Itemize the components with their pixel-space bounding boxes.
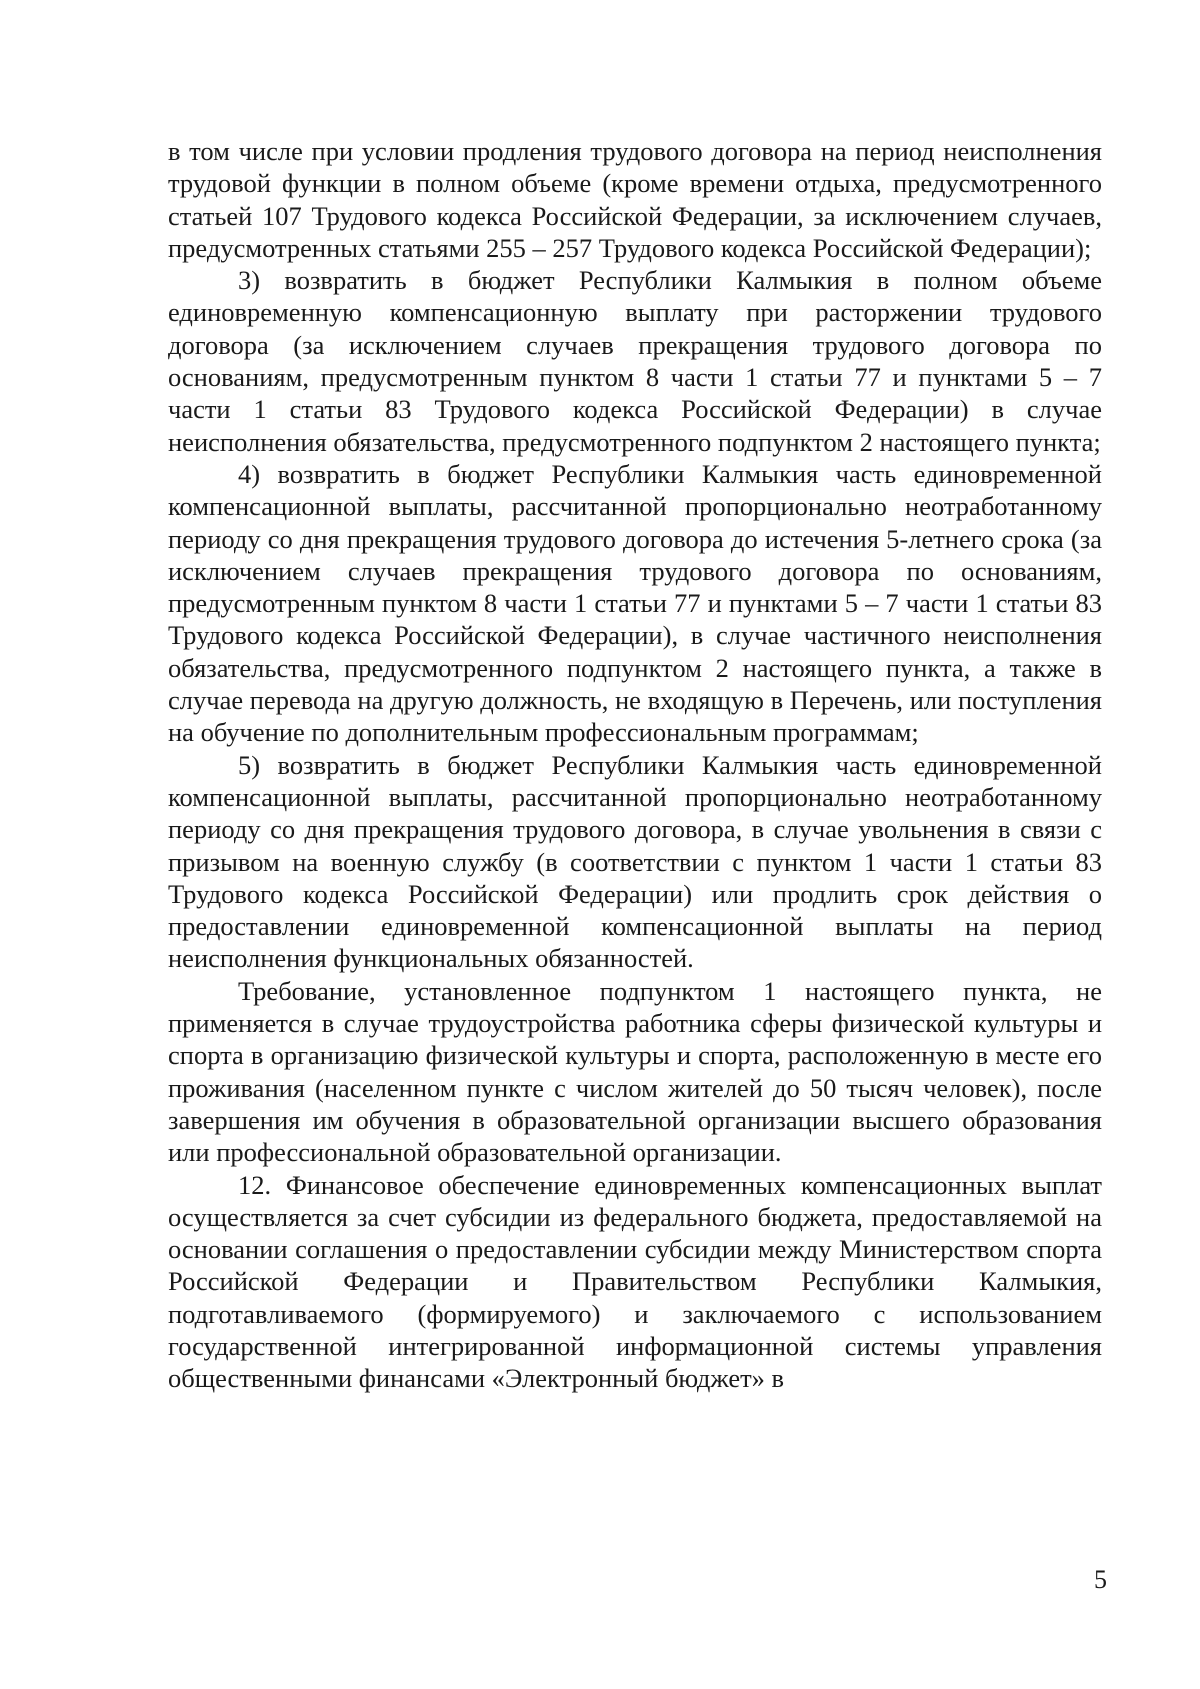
paragraph-item-3: 3) возвратить в бюджет Республики Калмыкия в полном объеме единовременную компенсационную выплату при расторжении трудового договора (за исключением случаев прекращения трудового договора по основаниям, предусмотренным пунктом 8 части 1 статьи 77 и пунктами 5 – 7 части 1 статьи 83 Трудового кодекса Российской Федерации) в случае неисполнения обязательства, предусмотренного подпунктом 2 настоящего пункта; xyxy=(168,265,1102,457)
page-number: 5 xyxy=(1094,1565,1107,1594)
paragraph-requirement: Требование, установленное подпунктом 1 настоящего пункта, не применяется в случае трудоустройства работника сферы физической культуры и спорта в организацию физической культуры и спорта, расположенную в месте его проживания (населенном пункте с числом жителей до 50 тысяч человек), после завершения им обучения в образовательной организации высшего образования или профессиональной образовательной организации. xyxy=(168,975,1102,1168)
paragraph-continuation: в том числе при условии продления трудового договора на период неисполнения трудовой функции в полном объеме (кроме времени отдыха, предусмотренного статьей 107 Трудового кодекса Российской Федерации, за исключением случаев, предусмотренных статьями 255 – 257 Трудового кодекса Российской Федерации); xyxy=(168,136,1102,263)
paragraph-item-4: 4) возвратить в бюджет Республики Калмыкия часть единовременной компенсационной выплаты, рассчитанной пропорционально неотработанному периоду со дня прекращения трудового договора до истечения 5-летнего срока (за исключением случаев прекращения трудового договора по основаниям, предусмотренным пунктом 8 части 1 статьи 77 и пунктами 5 – 7 части 1 статьи 83 Трудового кодекса Российской Федерации), в случае частичного неисполнения обязательства, предусмотренного подпунктом 2 настоящего пункта, а также в случае перевода на другую должность, не входящую в Перечень, или поступления на обучение по дополнительным профессиональным программам; xyxy=(168,458,1102,748)
document-body xyxy=(168,135,1102,1395)
paragraph-item-5: 5) возвратить в бюджет Республики Калмыкия часть единовременной компенсационной выплаты, рассчитанной пропорционально неотработанному периоду со дня прекращения трудового договора, в случае увольнения в связи с призывом на военную службу (в соответствии с пунктом 1 части 1 статьи 83 Трудового кодекса Российской Федерации) или продлить срок действия о предоставлении единовременной компенсационной выплаты на период неисполнения функциональных обязанностей. xyxy=(168,749,1102,974)
paragraph-section-12: 12. Финансовое обеспечение единовременных компенсационных выплат осуществляется за счет субсидии из федерального бюджета, предоставляемой на основании соглашения о предоставлении субсидии между Министерством спорта Российской Федерации и Правительством Республики Калмыкия, подготавливаемого (формируемого) и заключаемого с использованием государственной интегрированной информационной системы управления общественными финансами «Электронный бюджет» в xyxy=(168,1169,1102,1394)
